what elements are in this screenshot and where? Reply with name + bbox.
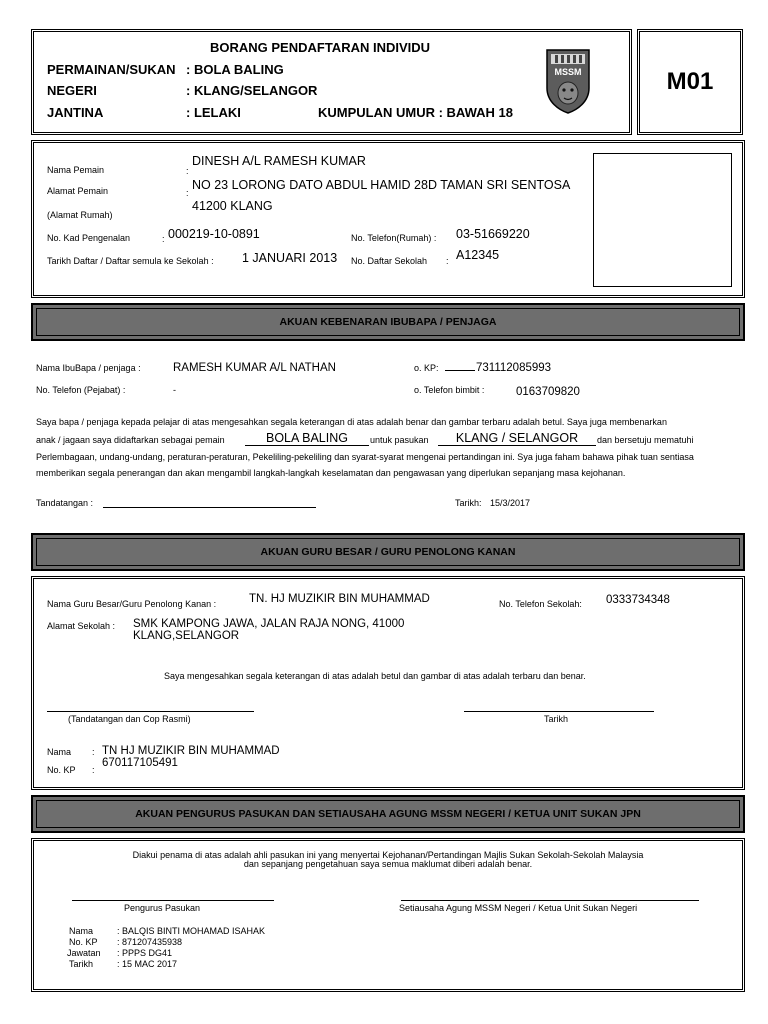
state-label: NEGERI bbox=[47, 83, 97, 98]
declaration-line4: memberikan segala penerangan dan akan mengambil langkah-langkah keselamatan dan pengawasan yang diperlukan sepanjang masa kejohanan. bbox=[36, 468, 626, 478]
parent-date-value: 15/3/2017 bbox=[490, 498, 531, 508]
principal-nama-value: TN HJ MUZIKIR BIN MUHAMMAD bbox=[102, 745, 280, 757]
mobile-label: o. Telefon bimbit : bbox=[414, 385, 485, 395]
manager-tarikh-value: : 15 MAC 2017 bbox=[117, 959, 178, 969]
manager-tarikh-label: Tarikh bbox=[69, 959, 94, 969]
form-title: BORANG PENDAFTARAN INDIVIDU bbox=[210, 40, 431, 55]
manager-kp-value: : 871207435938 bbox=[117, 937, 183, 947]
manager-nama-value: : BALQIS BINTI MOHAMAD ISAHAK bbox=[117, 926, 266, 936]
manager-section-band bbox=[31, 795, 745, 833]
mssm-logo bbox=[545, 48, 591, 114]
principal-date-label: Tarikh bbox=[544, 714, 569, 724]
school-phone-label: No. Telefon Sekolah: bbox=[499, 599, 582, 609]
declaration-line3: Perlembagaan, undang-undang, peraturan-peraturan, Pekeliling-pekeliling dan syarat-syarat mengenai pertandingan ini. Sya juga faham bahawa pihak tuan sentiasa bbox=[36, 452, 694, 462]
mobile-value: 0163709820 bbox=[516, 386, 580, 398]
sport-label: PERMAINAN/SUKAN bbox=[47, 62, 176, 77]
school-address-label: Alamat Sekolah : bbox=[47, 621, 116, 631]
manager-kp-label: No. KP bbox=[69, 937, 98, 947]
reg-date-value: 1 JANUARI 2013 bbox=[242, 251, 338, 265]
home-phone-label: No. Telefon(Rumah) : bbox=[351, 233, 437, 243]
manager-jawatan-label: Jawatan bbox=[67, 948, 101, 958]
school-reg-label: No. Daftar Sekolah bbox=[351, 256, 428, 266]
manager-label: Pengurus Pasukan bbox=[124, 903, 201, 913]
principal-kp-value: 670117105491 bbox=[102, 757, 178, 769]
age-group: KUMPULAN UMUR : BAWAH 18 bbox=[318, 105, 513, 120]
form-code: M01 bbox=[666, 68, 714, 95]
office-phone-value: - bbox=[173, 385, 176, 395]
declaration-line2-mid: untuk pasukan bbox=[370, 435, 429, 445]
parent-name-label: Nama IbuBapa / penjaga : bbox=[36, 363, 141, 373]
home-phone-value: 03-51669220 bbox=[456, 227, 530, 241]
player-address-label: Alamat Pemain bbox=[47, 186, 109, 196]
manager-nama-label: Nama bbox=[69, 926, 94, 936]
office-phone-label: No. Telefon (Pejabat) : bbox=[36, 385, 126, 395]
parent-kp-label: o. KP: bbox=[414, 363, 439, 373]
declaration-line2-start: anak / jagaan saya didaftarkan sebagai pemain bbox=[36, 435, 225, 445]
principal-section-band bbox=[31, 533, 745, 571]
declaration-sport: BOLA BALING bbox=[266, 431, 348, 445]
principal-date-line[interactable] bbox=[464, 711, 654, 712]
parent-name-value: RAMESH KUMAR A/L NATHAN bbox=[173, 362, 336, 374]
secretary-label: Setiausaha Agung MSSM Negeri / Ketua Unit Sukan Negeri bbox=[399, 903, 638, 913]
principal-declaration: Saya mengesahkan segala keterangan di atas adalah betul dan gambar di atas adalah terbaru dan benar. bbox=[164, 671, 586, 681]
parent-date-label: Tarikh: bbox=[455, 498, 482, 508]
gender-label: JANTINA bbox=[47, 105, 104, 120]
manager-declaration-line2: dan sepanjang pengetahuan saya semua maklumat diberi adalah benar. bbox=[243, 859, 533, 869]
ic-value: 000219-10-0891 bbox=[168, 227, 260, 241]
parent-signature-line[interactable] bbox=[103, 507, 316, 508]
principal-section-title: AKUAN GURU BESAR / GURU PENOLONG KANAN bbox=[36, 538, 740, 566]
parent-section-title: AKUAN KEBENARAN IBUBAPA / PENJAGA bbox=[36, 308, 740, 336]
ic-label: No. Kad Pengenalan bbox=[47, 233, 131, 243]
school-address-line2: KLANG,SELANGOR bbox=[133, 630, 240, 642]
sport-value: : BOLA BALING bbox=[186, 62, 284, 77]
state-value: : KLANG/SELANGOR bbox=[186, 83, 318, 98]
player-address-line1: NO 23 LORONG DATO ABDUL HAMID 28D TAMAN SRI SENTOSA bbox=[192, 178, 571, 192]
manager-declaration-line1: Diakui penama di atas adalah ahli pasukan ini yang menyertai Kejohanan/Pertandingan Majlis Sukan Sekolah-Sekolah Malaysia bbox=[132, 850, 644, 860]
manager-jawatan-value: : PPPS DG41 bbox=[117, 948, 173, 958]
school-address-line1: SMK KAMPONG JAWA, JALAN RAJA NONG, 41000 bbox=[133, 618, 405, 630]
principal-nama-label: Nama bbox=[47, 747, 72, 757]
principal-signature-label: (Tandatangan dan Cop Rasmi) bbox=[68, 714, 191, 724]
reg-date-label: Tarikh Daftar / Daftar semula ke Sekolah : bbox=[47, 256, 214, 266]
parent-kp-value: 731112085993 bbox=[476, 362, 552, 374]
player-address-sub-label: (Alamat Rumah) bbox=[47, 210, 113, 220]
logo-text: MSSM bbox=[554, 67, 582, 77]
gender-value: : LELAKI bbox=[186, 105, 241, 120]
secretary-signature-line[interactable] bbox=[401, 900, 699, 901]
declaration-line1: Saya bapa / penjaga kepada pelajar di atas mengesahkan segala keterangan di atas adalah benar dan gambar terbaru adalah betul. Saya juga membenarkan bbox=[36, 417, 667, 427]
parent-signature-label: Tandatangan : bbox=[36, 498, 94, 508]
photo-box[interactable] bbox=[593, 153, 732, 287]
player-address-line2: 41200 KLANG bbox=[192, 199, 273, 213]
player-name-label: Nama Pemain bbox=[47, 165, 105, 175]
principal-kp-label: No. KP bbox=[47, 765, 76, 775]
principal-name-value: TN. HJ MUZIKIR BIN MUHAMMAD bbox=[249, 593, 430, 605]
school-reg-value: A12345 bbox=[456, 248, 500, 262]
player-name-value: DINESH A/L RAMESH KUMAR bbox=[192, 154, 366, 168]
principal-name-label: Nama Guru Besar/Guru Penolong Kanan : bbox=[47, 599, 217, 609]
manager-section-title: AKUAN PENGURUS PASUKAN DAN SETIAUSAHA AGUNG MSSM NEGERI / KETUA UNIT SUKAN JPN bbox=[36, 800, 740, 828]
parent-section-band bbox=[31, 303, 745, 341]
declaration-team: KLANG / SELANGOR bbox=[455, 431, 579, 445]
declaration-line2-end: dan bersetuju mematuhi bbox=[597, 435, 694, 445]
school-phone-value: 0333734348 bbox=[606, 594, 670, 606]
principal-signature-line[interactable] bbox=[47, 711, 254, 712]
manager-signature-line[interactable] bbox=[72, 900, 274, 901]
